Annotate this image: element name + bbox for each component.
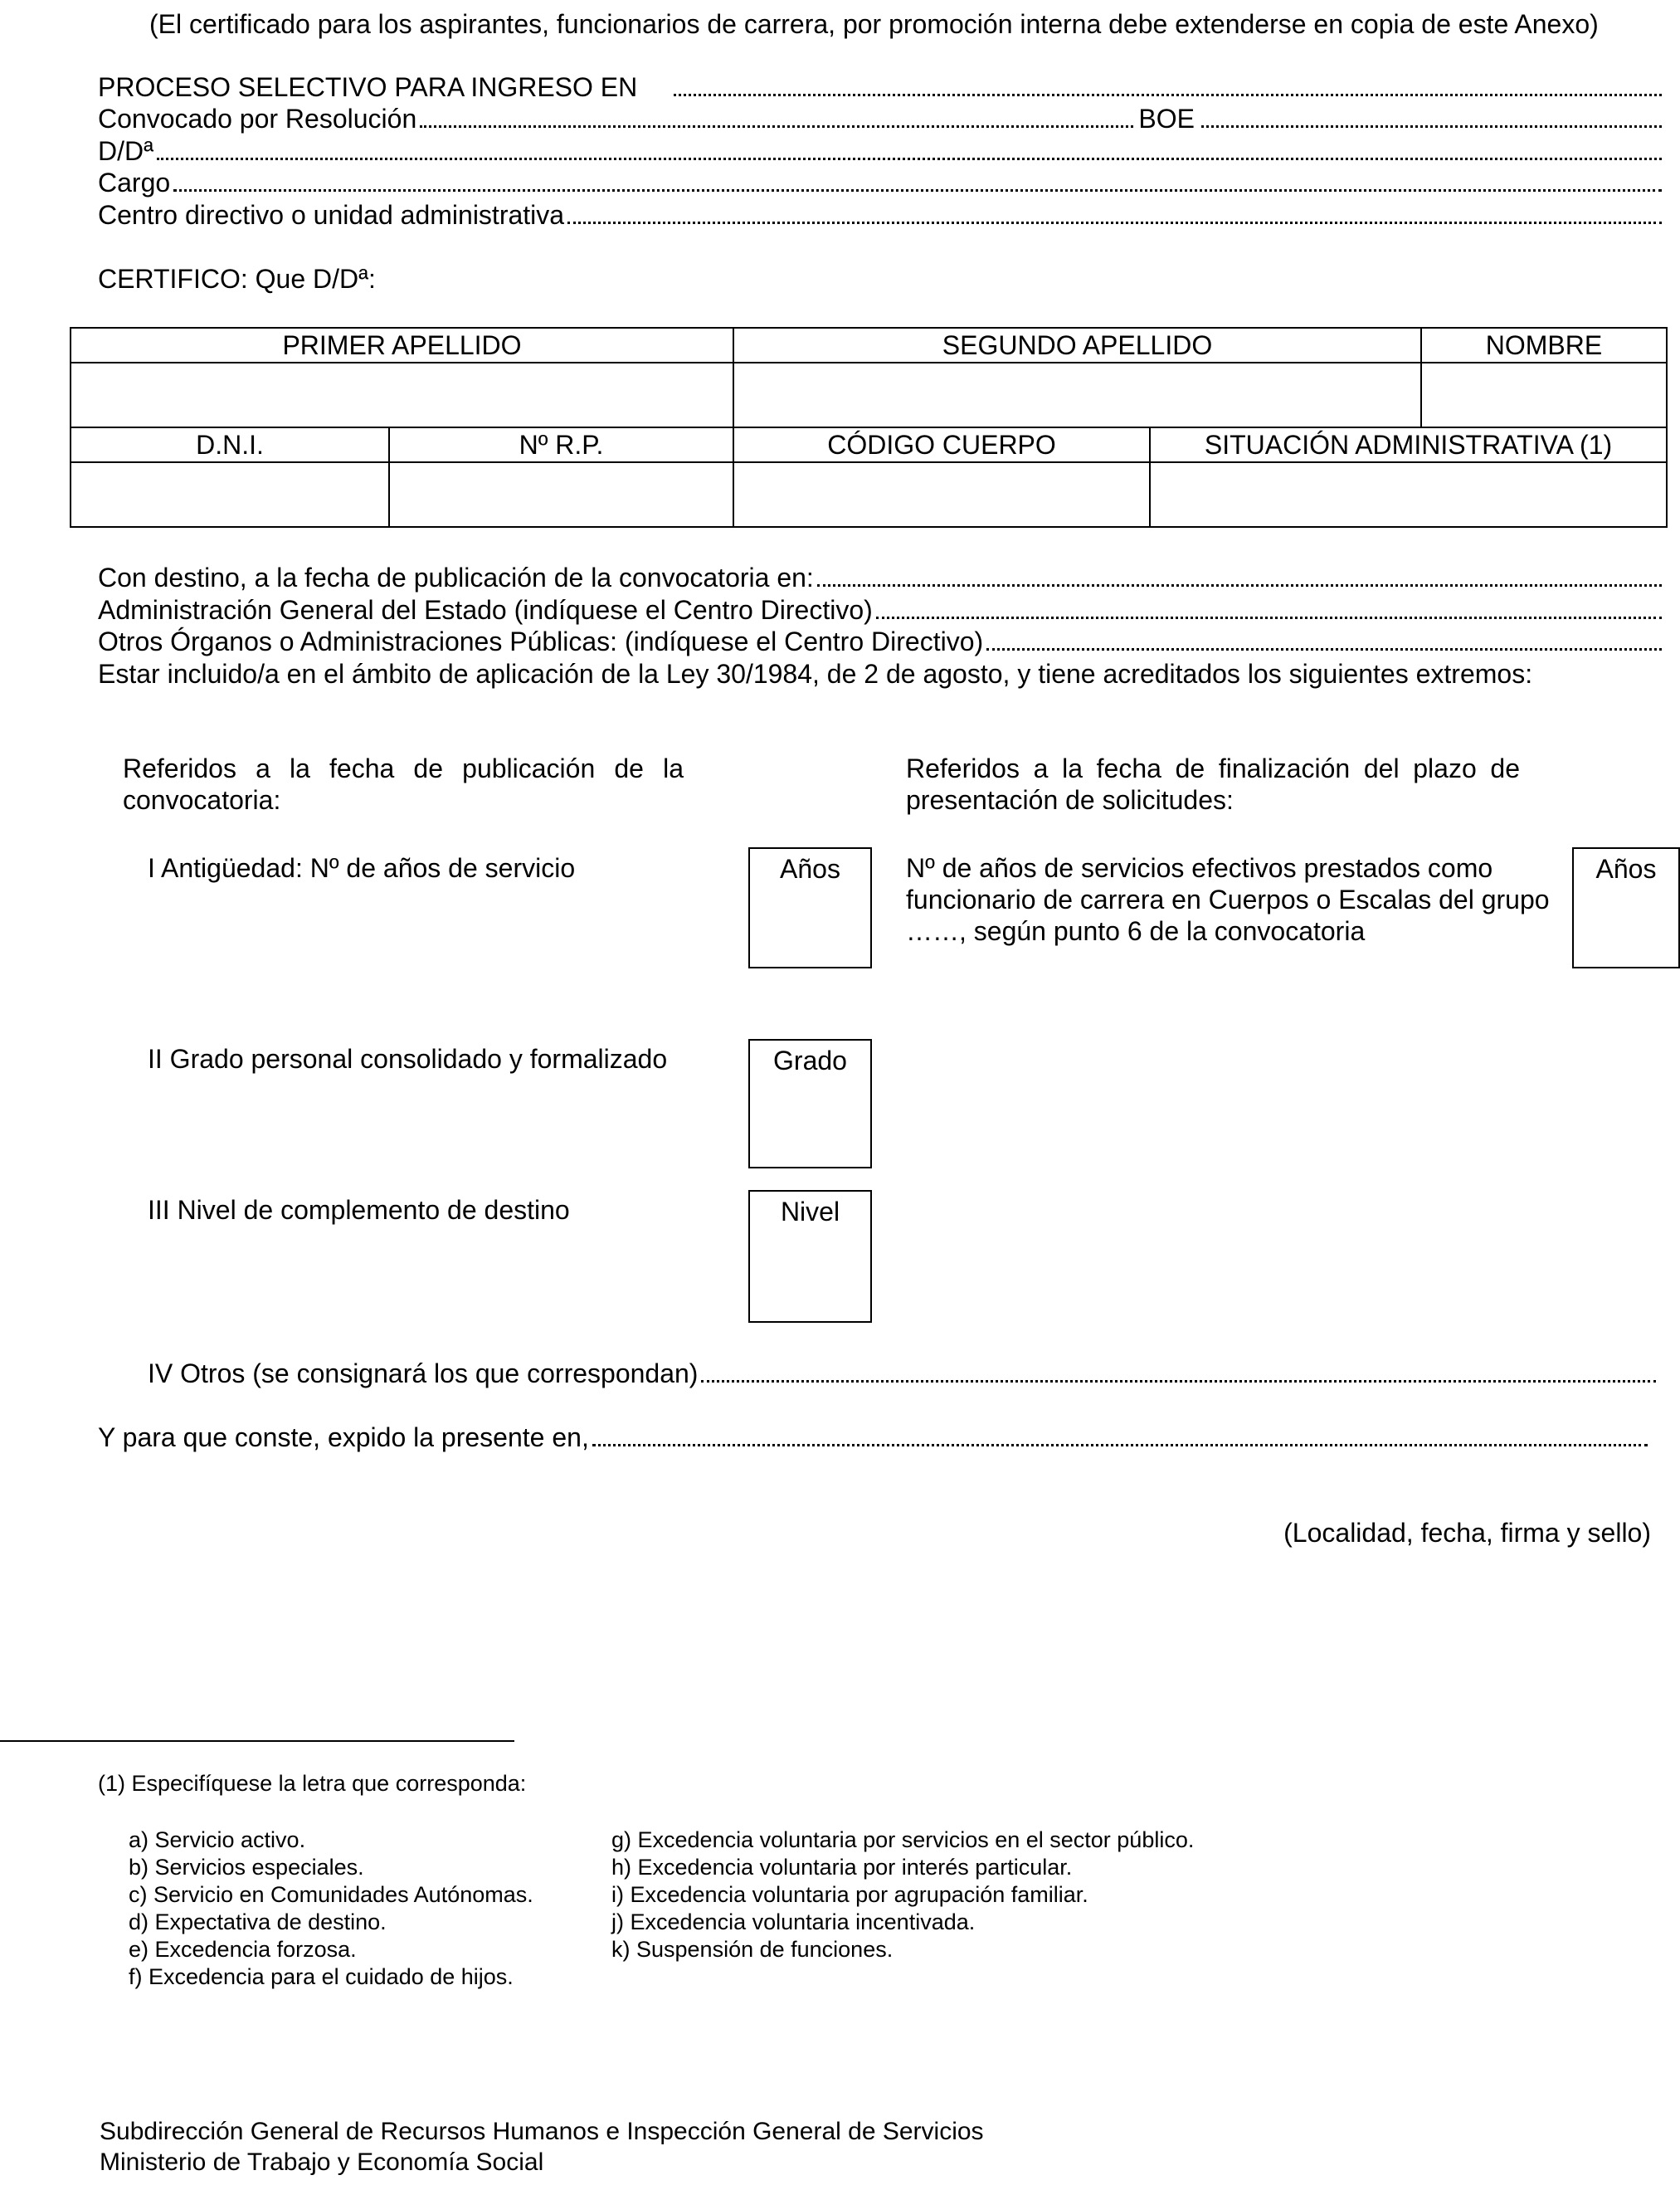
field-convocado (98, 103, 1663, 134)
referidos-left: Referidos a la fecha de publicación de la convocatoria: (123, 754, 684, 815)
cell-situacion[interactable] (1150, 462, 1667, 527)
footnote-divider (0, 1740, 514, 1742)
servicios-box-label: Años (1595, 854, 1657, 884)
field-otros-organos-label: Otros Órganos o Administraciones Públicas: (indíquese el Centro Directivo) (98, 627, 984, 656)
grado-label: II Grado personal consolidado y formalizado (148, 1044, 668, 1074)
field-dd-dots (157, 158, 1662, 160)
antiguedad-label: I Antigüedad: Nº de años de servicio (148, 853, 576, 883)
header-segundo-apellido: SEGUNDO APELLIDO (733, 328, 1421, 363)
field-con-destino-dots (817, 584, 1662, 587)
field-otros-organos (98, 626, 1663, 657)
top-note: (El certificado para los aspirantes, funcionarios de carrera, por promoción interna debe extenderse en copia de este Anexo) (149, 9, 1599, 39)
footnote-title: (1) Especifíquese la letra que corresponda: (98, 1771, 527, 1796)
header-codigo-cuerpo: CÓDIGO CUERPO (733, 427, 1150, 462)
cell-primer-apellido[interactable] (71, 363, 733, 427)
field-con-destino-label: Con destino, a la fecha de publicación de la convocatoria en: (98, 563, 814, 593)
list-item: a) Servicio activo. (129, 1827, 306, 1852)
field-age-dots (876, 617, 1662, 619)
table-row (71, 427, 1667, 462)
nivel-box[interactable] (748, 1190, 872, 1323)
list-item: c) Servicio en Comunidades Autónomas. (129, 1882, 533, 1907)
signature-line-1: Subdirección General de Recursos Humanos e Inspección General de Servicios (100, 2118, 984, 2145)
table-row (71, 462, 1667, 527)
field-boe-dots (1201, 125, 1662, 128)
grado-box-label: Grado (773, 1046, 847, 1075)
header-situacion: SITUACIÓN ADMINISTRATIVA (1) (1150, 427, 1667, 462)
servicios-box[interactable] (1572, 847, 1680, 968)
signature-block (100, 2116, 984, 2178)
field-con-destino (98, 562, 1663, 593)
footnote-right-list (611, 1827, 1194, 1963)
footnote-left-list (129, 1827, 533, 1991)
field-expido (98, 1422, 1649, 1453)
list-item: e) Excedencia forzosa. (129, 1937, 357, 1962)
field-cargo-dots (173, 189, 1662, 192)
cell-codigo-cuerpo[interactable] (733, 462, 1150, 527)
certifico-label: CERTIFICO: Que D/Dª: (98, 264, 376, 294)
field-age-label: Administración General del Estado (indíquese el Centro Directivo) (98, 595, 873, 625)
field-proceso-dots (674, 94, 1662, 96)
referidos-right: Referidos a la fecha de finalización del plazo de presentación de solicitudes: (906, 754, 1520, 815)
certificate-table (70, 327, 1668, 528)
list-item: j) Excedencia voluntaria incentivada. (611, 1909, 976, 1934)
table-row (71, 363, 1667, 427)
field-expido-dots (592, 1444, 1648, 1446)
field-age (98, 594, 1663, 626)
field-centro-dots (567, 222, 1662, 224)
nivel-label: III Nivel de complemento de destino (148, 1195, 570, 1225)
field-dd (98, 135, 1663, 167)
firma-note: (Localidad, fecha, firma y sello) (1283, 1518, 1651, 1548)
list-item: h) Excedencia voluntaria por interés particular. (611, 1855, 1073, 1880)
field-cargo-label: Cargo (98, 168, 171, 198)
list-item: f) Excedencia para el cuidado de hijos. (129, 1964, 514, 1989)
list-item: i) Excedencia voluntaria por agrupación familiar. (611, 1882, 1088, 1907)
field-convocado-dots (420, 125, 1133, 128)
signature-line-2: Ministerio de Trabajo y Economía Social (100, 2148, 544, 2176)
field-otros-dots (701, 1380, 1656, 1383)
antiguedad-box-label: Años (780, 854, 840, 884)
cell-segundo-apellido[interactable] (733, 363, 1421, 427)
field-convocado-label: Convocado por Resolución (98, 104, 417, 134)
nivel-box-label: Nivel (780, 1197, 840, 1227)
header-nrp: Nº R.P. (389, 427, 733, 462)
field-proceso-label: PROCESO SELECTIVO PARA INGRESO EN (98, 72, 638, 102)
table-row (71, 328, 1667, 363)
header-primer-apellido: PRIMER APELLIDO (71, 328, 733, 363)
servicios-text: Nº de años de servicios efectivos prestados como funcionario de carrera en Cuerpos o Escalas del grupo ……, según punto 6 de la convocatoria (906, 853, 1550, 946)
field-otros (148, 1358, 1658, 1389)
field-centro-label: Centro directivo o unidad administrativa (98, 200, 565, 230)
list-item: k) Suspensión de funciones. (611, 1937, 894, 1962)
antiguedad-box[interactable] (748, 847, 872, 968)
list-item: d) Expectativa de destino. (129, 1909, 387, 1934)
header-dni: D.N.I. (71, 427, 389, 462)
field-proceso (98, 71, 1663, 103)
list-item: g) Excedencia voluntaria por servicios en el sector público. (611, 1827, 1195, 1852)
field-boe-label: BOE (1138, 104, 1195, 134)
field-dd-label: D/Dª (98, 136, 153, 166)
header-nombre: NOMBRE (1421, 328, 1667, 363)
field-cargo (98, 167, 1663, 198)
grado-box[interactable] (748, 1039, 872, 1168)
field-otros-label: IV Otros (se consignará los que correspondan) (148, 1358, 699, 1388)
cell-dni[interactable] (71, 462, 389, 527)
cell-nrp[interactable] (389, 462, 733, 527)
list-item: b) Servicios especiales. (129, 1855, 364, 1880)
field-centro (98, 199, 1663, 231)
ley-text: Estar incluido/a en el ámbito de aplicación de la Ley 30/1984, de 2 de agosto, y tiene acreditados los siguientes extremos: (98, 659, 1533, 689)
cell-nombre[interactable] (1421, 363, 1667, 427)
field-expido-label: Y para que conste, expido la presente en, (98, 1422, 589, 1452)
field-otros-organos-dots (986, 648, 1662, 651)
